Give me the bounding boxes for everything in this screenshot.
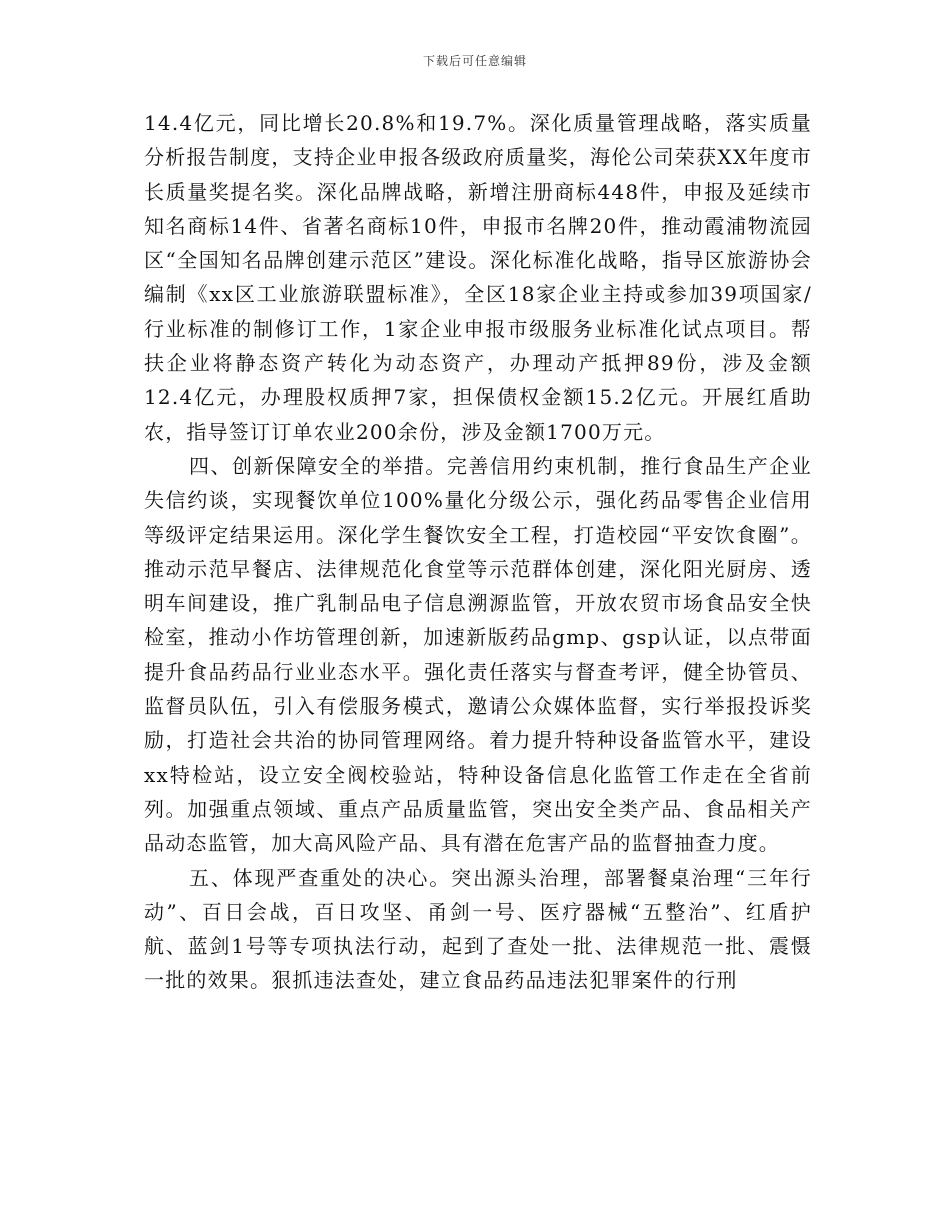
paragraph-section-five: 五、体现严查重处的决心。突出源头治理，部署餐桌治理“三年行动”、百日会战，百日攻坚、甬剑一号、医疗器械“五整治”、红盾护航、蓝剑1号等专项执法行动，起到了查处一批、法律规范一批、震慑一批的效果。狠抓违法查处，建立食品药品违法犯罪案件的行刑	[144, 865, 812, 993]
paragraph-section-four: 四、创新保障安全的举措。完善信用约束机制，推行食品生产企业失信约谈，实现餐饮单位100%量化分级公示，强化药品零售企业信用等级评定结果运用。深化学生餐饮安全工程，打造校园“平安饮食圈”。推动示范早餐店、法律规范化食堂等示范群体创建，深化阳光厨房、透明车间建设，推广乳制品电子信息溯源监管，开放农贸市场食品安全快检室，推动小作坊管理创新，加速新版药品gmp、gsp认证，以点带面提升食品药品行业业态水平。强化责任落实与督查考评，健全协管员、监督员队伍，引入有偿服务模式，邀请公众媒体监督，实行举报投诉奖励，打造社会共治的协同管理网络。着力提升特种设备监管水平，建设xx特检站，设立安全阀校验站，特种设备信息化监管工作走在全省前列。加强重点领域、重点产品质量监管，突出安全类产品、食品相关产品动态监管，加大高风险产品、具有潜在危害产品的监督抽查力度。	[144, 453, 812, 856]
paragraph-continued: 14.4亿元，同比增长20.8%和19.7%。深化质量管理战略，落实质量分析报告制度，支持企业申报各级政府质量奖，海伦公司荣获XX年度市长质量奖提名奖。深化品牌战略，新增注册商标448件，申报及延续市知名商标14件、省著名商标10件，申报市名牌20件，推动霞浦物流园区“全国知名品牌创建示范区”建设。深化标准化战略，指导区旅游协会编制《xx区工业旅游联盟标准》，全区18家企业主持或参加39项国家/行业标准的制修订工作，1家企业申报市级服务业标准化试点项目。帮扶企业将静态资产转化为动态资产，办理动产抵押89份，涉及金额12.4亿元，办理股权质押7家，担保债权金额15.2亿元。开展红盾助农，指导签订订单农业200余份，涉及金额1700万元。	[144, 111, 812, 444]
document-body	[144, 106, 812, 998]
page-header: 下载后可任意编辑	[422, 54, 527, 68]
